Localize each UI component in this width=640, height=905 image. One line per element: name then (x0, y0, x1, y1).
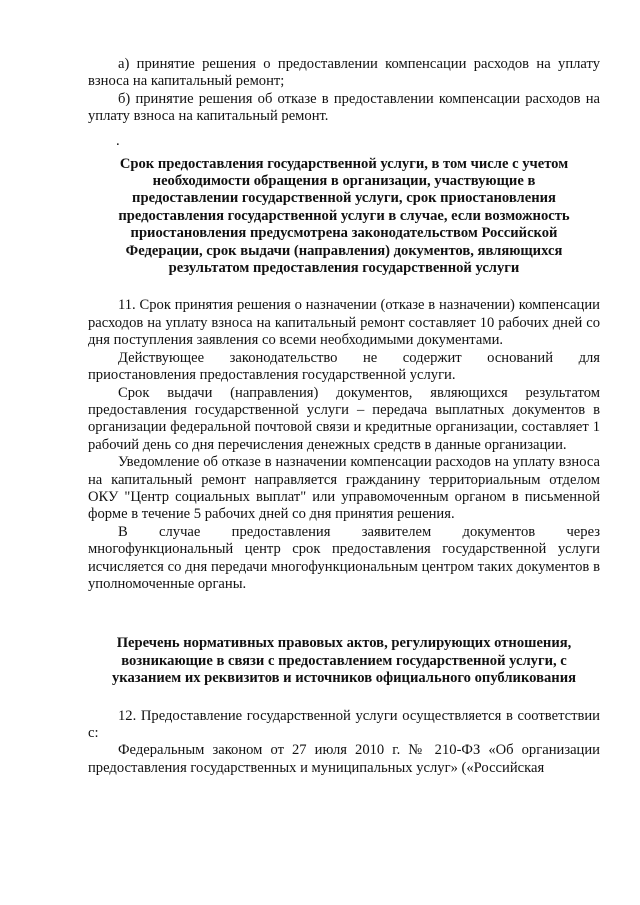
paragraph-12: 12. Предоставление государственной услуги осуществляется в соответствии с: (88, 707, 600, 741)
paragraph-no-suspension: Действующее законодательство не содержит оснований для приостановления предоставления государственной услуги. (88, 349, 600, 384)
paragraph-mfc: В случае предоставления заявителем документов через многофункциональный центр срок предоставления государственной услуги исчисляется со дня передачи многофункциональным центром таких документов в уполномоченные органы. (88, 523, 600, 592)
paragraph-federal-law: Федеральным законом от 27 июля 2010 г. № 210-ФЗ «Об организации предоставления государственных и муниципальных услуг» («Российская (88, 742, 600, 776)
paragraph-b: б) принятие решения об отказе в предоставлении компенсации расходов на уплату взноса на капитальный ремонт. (88, 90, 600, 125)
paragraph-refusal-notice: Уведомление об отказе в назначении компенсации расходов на уплату взноса на капитальный ремонт направляется гражданину территориальным отделом ОКУ "Центр социальных выплат" или управомоченным органом в письменной форме в течение 5 рабочих дней со дня принятия решения. (88, 454, 600, 523)
section-heading-timing: Срок предоставления государственной услуги, в том числе с учетом необходимости обращения в организации, участвующие в предоставлении государственной услуги, срок приостановления предоставления государственной услуги в случае, если возможность приостановления предусмотрена законодательством Российской Федерации, срок выдачи (направления) документов, являющихся результатом предоставления государственной услуги (118, 155, 570, 277)
paragraph-11: 11. Срок принятия решения о назначении (отказе в назначении) компенсации расходов на уплату взноса на капитальный ремонт составляет 10 рабочих дней со дня поступления заявления со всеми необходимыми документами. (88, 297, 600, 349)
paragraph-a: а) принятие решения о предоставлении компенсации расходов на уплату взноса на капитальный ремонт; (88, 56, 600, 90)
paragraph-issue-term: Срок выдачи (направления) документов, являющихся результатом предоставления государственной услуги – передача выплатных документов в организации федеральной почтовой связи и кредитные организации, составляет 1 рабочий день со дня перечисления денежных средств в данные организации. (88, 384, 600, 453)
section-heading-legal-acts: Перечень нормативных правовых актов, регулирующих отношения, возникающие в связи с предоставлением государственной услуги, с указанием их реквизитов и источников официального опубликования (112, 635, 576, 687)
stray-dot: . (116, 132, 120, 149)
